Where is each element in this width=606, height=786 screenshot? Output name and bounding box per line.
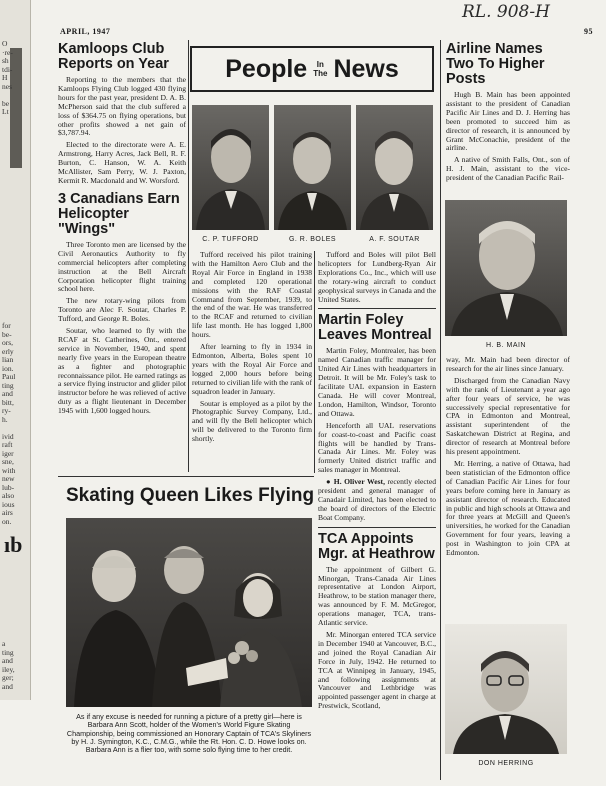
facing-page-fragment: and (2, 681, 13, 691)
caption-tufford: C. P. TUFFORD (202, 236, 259, 243)
kamloops-paragraph-1: Reporting to the members that the Kamloops Flying Club logged 430 flying hours for the past year, president D. A. B. McPherson said that the club suffered a loss of $364.75 on flying operations, but other profits showed a net gain of $3,787.94. (58, 75, 186, 138)
skating-photo-caption: As if any excuse is needed for running a picture of a pretty girl—here is Barbara Ann Scott, holder of the Women's World Figure Skating Championship, being commissioned an Honorary Captain of TCA's Skyliners by H. J. Symington, K.C., C.M.G., while the Rt. Hon. C. D. Howe looks on. Barbara Ann is a flier too, with some solo flying time to her credit. (66, 712, 312, 755)
bullet-icon: ● (326, 477, 332, 487)
facing-page-fragment: and (2, 389, 13, 398)
facing-page-fragment: ger; (2, 673, 14, 682)
kamloops-headline: Kamloops Club Reports on Year (58, 41, 169, 72)
facing-page-fragment: Paul (2, 372, 16, 381)
left-column (58, 40, 186, 472)
portrait-photo-soutar (356, 105, 433, 230)
helicopter-paragraph-1: Three Toronto men are licensed by the Civil Aeronautics Authority to fly commercial helicopters after completing instruction at the Bell Aircraft Corporation helicopter flight training school here. (58, 239, 186, 294)
boles-paragraph: After learning to fly in 1934 in Edmonton, Alberta, Boles spent 10 years with the Royal Air Force and logged 2,000 hours before being returned to civilian life with the rank of squadron leader in January. (192, 342, 312, 396)
facing-page-fragment: nes (2, 81, 12, 91)
soutar-paragraph: Soutar is employed as a pilot by the Photographic Survey Company, Ltd., and will fly the Bell helicopter which will be delivered to the Toronto firm shortly. (192, 398, 312, 444)
facing-page-fragment: ion. (2, 363, 14, 373)
skating-queen-photo (66, 518, 312, 707)
facing-page-fragment: on. (2, 516, 12, 526)
foley-paragraph-2: Henceforth all UAL reservations for coast-to-coast and Pacific coast flights will be handled by Trans-Canada Air Lines. Mr. Foley was formerly United district traffic and sales manager in Montreal. (318, 420, 436, 475)
portrait-photo-tufford (192, 105, 269, 230)
facing-page-fragment: airs (2, 508, 13, 517)
facing-page-fragment: ivid (2, 431, 14, 441)
tufford-paragraph: Tufford received his pilot training with the Hamilton Aero Club and the Royal Air Force in England in 1938 and completed 120 operational missions with the RAF Coastal Command from September, 1939, to the end of the war. He was transferred to the RCAF and returned to civilian life last month. He has logged 1,800 hours. (192, 251, 312, 340)
group-photo-icon (66, 518, 312, 707)
tca-paragraph-1: The appointment of Gilbert G. Minorgan, Trans-Canada Air Lines representative at London Airport, Heathrow, to be station manager there, was announced by F. M. McGregor, operations manager, TCA, trans-Atlantic service. (318, 564, 436, 628)
man-portrait-icon (192, 105, 269, 230)
right-column-top (446, 40, 570, 210)
man-portrait-icon (445, 624, 567, 754)
banner-word-in: In (316, 60, 324, 69)
middle-column-left (192, 251, 312, 473)
column-rule (440, 40, 441, 780)
facing-page-fragment: iger (2, 448, 14, 458)
section-divider (318, 308, 436, 309)
caption-main: H. B. MAIN (485, 342, 526, 349)
tca-headline: TCA Appoints Mgr. at Heathrow (318, 530, 435, 562)
helicopter-paragraph-3: Soutar, who learned to fly with the RCAF at St. Catherines, Ont., entered service in November, 1940, and spent nearly five years in the European theatre as a fighter and photographic reconnaissance pilot. He earned ratings as a service flying instructor and glider pilot instructor before he was relieved of active duty as a flight lieutenant in December 1945 with 1,600 logged hours. (58, 326, 186, 416)
west-name: H. Oliver West, (333, 477, 385, 487)
column-rule (314, 251, 315, 473)
facing-page-fragment: ious (2, 499, 15, 509)
helicopter-paragraph-2: The new rotary-wing pilots from Toronto are Alec F. Soutar, Charles P. Tufford, and George R. Boles. (58, 296, 186, 324)
facing-page-fragment: O (2, 39, 8, 48)
foley-headline: Martin Foley Leaves Montreal (318, 312, 432, 344)
banner-word-news: News (333, 54, 399, 83)
column-rule (188, 40, 189, 472)
issue-date: APRIL, 1947 (60, 27, 111, 36)
portrait-photo-boles (274, 105, 351, 230)
facing-page-fragment: h. (2, 414, 8, 424)
facing-page-fragment: ry- (2, 406, 11, 415)
right-column-bottom (446, 356, 570, 621)
facing-page-fragment: tdi- (2, 64, 13, 74)
facing-page-fragment: ors, (2, 338, 14, 347)
facing-page-fragment: iley, (2, 664, 15, 674)
page-number: 95 (584, 27, 593, 36)
facing-page-fragment: for (2, 321, 11, 330)
people-in-the-news-banner (190, 46, 434, 92)
facing-page-fragment: H (2, 73, 8, 82)
airline-paragraph-4: Discharged from the Canadian Navy with the rank of Lieutenant a year ago after four years of service, he was successively special representative for CPA in Edmonton and Montreal, assistant superintendent of the Saskatchewan District at Regina, and director of research at Montreal before his present appointment. (446, 375, 570, 457)
facing-page-edge (0, 0, 31, 700)
helicopter-headline: 3 Canadians Earn Helicopter "Wings" (58, 190, 180, 237)
skating-headline: Skating Queen Likes Flying (66, 485, 315, 506)
portrait-photo-herring (445, 624, 567, 754)
airline-headline: Airline Names Two To Higher Posts (446, 41, 545, 87)
middle-column-right (318, 251, 436, 781)
portrait-photo-main (445, 200, 567, 336)
facing-page-fragment: lub- (2, 482, 15, 492)
facing-page-fragment: and (2, 656, 13, 665)
facing-page-fragment: new (2, 474, 15, 483)
banner-word-people: People (225, 54, 308, 83)
section-divider (318, 527, 436, 528)
facing-page-fragment: Lt (2, 107, 9, 116)
airline-paragraph-5: Mr. Herring, a native of Ottawa, had been statistician of the Edmonton office of Canadian Pacific Air Lines for four years before coming here in January as assistant director of research. Educated in public and high schools at Ottawa and for three years at McGill and Queen's universities, he worked for the Canadian Government for four years, leaving a post in Washington to join CPA at Edmonton. (446, 458, 570, 558)
west-text: recently elected president and general manager of Canadair Limited, has been elected to the board of directors of the Electric Boat Company. (318, 477, 436, 522)
airline-paragraph-1: Hugh B. Main has been appointed assistant to the president of Canadian Pacific Air Lines and D. J. Herring has been promoted to succeed him as director of research, it is announced by Grant McConachie, president of the airline. (446, 90, 570, 153)
facing-page-fragment: also (2, 491, 15, 500)
man-portrait-icon (445, 200, 567, 336)
facing-page-fragment: sne, (2, 457, 14, 466)
man-portrait-icon (356, 105, 433, 230)
skating-top-rule (58, 476, 314, 477)
facing-page-fragment: be- (2, 329, 12, 339)
facing-page-fragment: ting (2, 647, 14, 657)
caption-herring: DON HERRING (478, 760, 534, 767)
airline-paragraph-2: A native of Smith Falls, Ont., son of H. J. Main, assistant to the vice-president of the Canadian Pacific Rail- (446, 155, 570, 183)
foley-paragraph-1: Martin Foley, Montrealer, has been named Canadian traffic manager for United Air Lines with headquarters in Detroit. It will be Mr. Foley's task to facilitate UAL expansion in Eastern Canada. He will cover Montreal, London, Hamilton, Windsor, Toronto and Ottawa. (318, 346, 436, 418)
facing-page-fragment: sh (2, 56, 9, 65)
kamloops-paragraph-2: Elected to the directorate were A. E. Armstrong, Harry Acres, Jack Bell, R. F. Burton, C. Hanson, W. A. Keith McAllister, Sam Perry, W. J. Paxton, Kermit R. Macdonald and W. Worsford. (58, 140, 186, 185)
airline-paragraph-3: way, Mr. Main had been director of research for the air lines since January. (446, 356, 570, 373)
facing-page-fragment: erly (2, 346, 14, 356)
tca-paragraph-2: Mr. Minorgan entered TCA service in December 1940 at Vancouver, B.C., and joined the Royal Canadian Air Force in July, 1942. He returned to TCA at Winnipeg in January, 1945, and following assignments at Vancouver and Lethbridge was appointed passenger agent in charge at Prestwick, Scotland, (318, 630, 436, 711)
facing-page-fragment: ·re- (2, 47, 13, 57)
caption-boles: G. R. BOLES (288, 236, 337, 243)
caption-soutar: A. F. SOUTAR (369, 236, 420, 243)
facing-page-fragment: a (2, 639, 6, 648)
facing-page-fragment: bitt, (2, 397, 14, 407)
facing-page-fragment: ting (2, 380, 14, 390)
facing-page-fragment: lian (2, 355, 14, 364)
banner-word-the: The (313, 69, 328, 78)
facing-page-fragment: with (2, 465, 16, 475)
facing-page-large-letters: ıb (4, 532, 23, 557)
pilots-paragraph: Tufford and Boles will pilot Bell helicopters for Lundberg-Ryan Air Explorations Co., Inc., which will use the rotary-wing aircraft to conduct geophysical surveys in Canada and the United States. (318, 251, 436, 304)
banner-in-the (313, 60, 327, 78)
man-portrait-icon (274, 105, 351, 230)
handwritten-archive-note: RL. 908-H (462, 2, 550, 22)
west-paragraph (318, 478, 436, 523)
facing-page-fragment: be (2, 98, 10, 108)
facing-page-fragment: raft (2, 440, 13, 449)
